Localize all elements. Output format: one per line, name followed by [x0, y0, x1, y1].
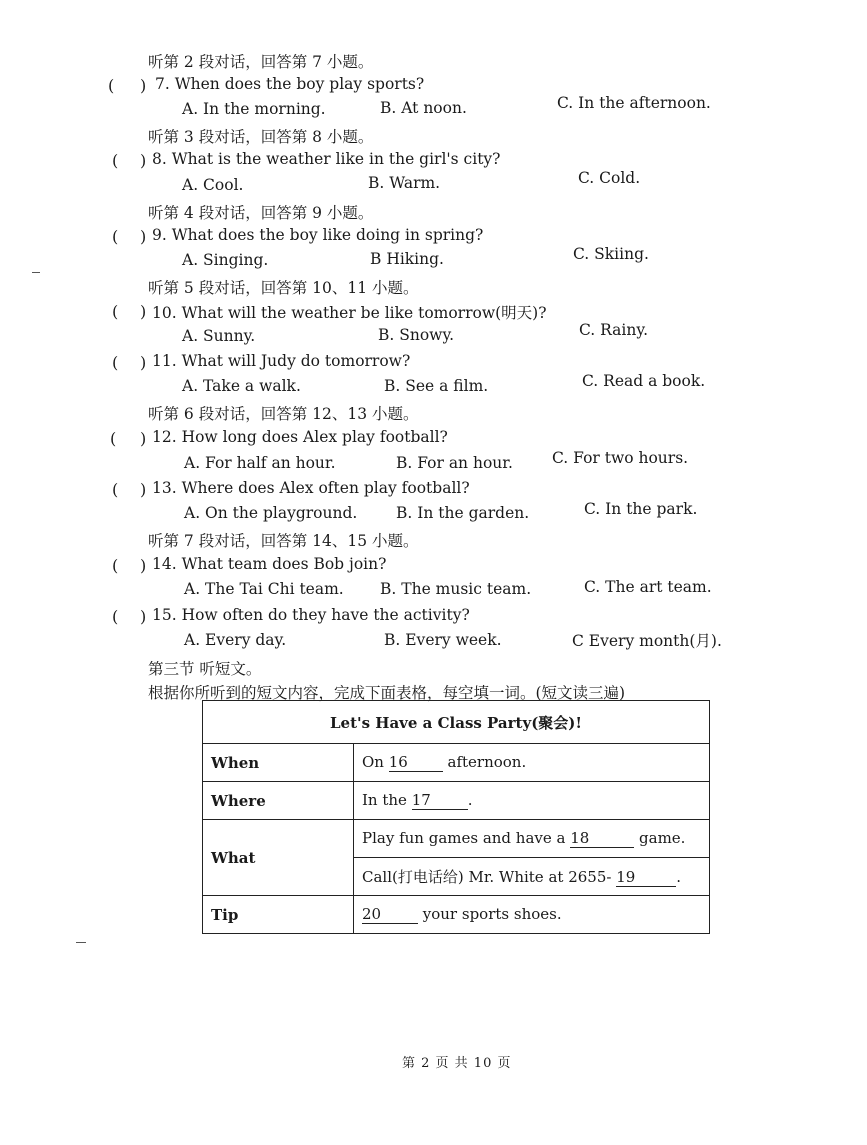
- section-4-instruction: 听第 4 段对话，回答第 9 小题。: [148, 204, 374, 222]
- row-label-tip: Tip: [203, 896, 354, 934]
- question-text: 10. What will the weather be like tomorrow(明天)?: [152, 304, 547, 322]
- option-a: A. Every day.: [184, 631, 287, 649]
- where-prefix: In the: [362, 791, 412, 809]
- row-label-what: What: [203, 820, 354, 896]
- question-text: 13. Where does Alex often play football?: [152, 479, 470, 497]
- answer-paren-open[interactable]: (: [112, 227, 119, 246]
- option-a: A. In the morning.: [182, 100, 326, 118]
- option-a: A. Sunny.: [182, 327, 256, 345]
- blank-16[interactable]: 16: [389, 753, 443, 772]
- option-a: A. Take a walk.: [182, 377, 301, 395]
- option-b: B. See a film.: [384, 377, 489, 395]
- answer-paren-close: ): [140, 151, 147, 170]
- table-title-row: [203, 701, 710, 744]
- answer-paren-open[interactable]: (: [108, 76, 115, 95]
- section-7-instruction: 听第 7 段对话，回答第 14、15 小题。: [148, 532, 419, 550]
- option-c: C. Rainy.: [579, 321, 648, 339]
- option-a: A. Singing.: [182, 251, 269, 269]
- row-content-what-2: [354, 858, 710, 896]
- what2-suffix: .: [676, 868, 681, 886]
- option-c: C. Skiing.: [573, 245, 649, 263]
- answer-paren-open[interactable]: (: [110, 429, 117, 448]
- option-b: B. Every week.: [384, 631, 502, 649]
- answer-paren-open[interactable]: (: [112, 607, 119, 626]
- when-prefix: On: [362, 753, 389, 771]
- answer-paren-open[interactable]: (: [112, 151, 119, 170]
- table-row-what-1: [203, 820, 710, 858]
- answer-paren-close: ): [140, 76, 147, 95]
- answer-paren-close: ): [140, 227, 147, 246]
- answer-paren-open[interactable]: (: [112, 556, 119, 575]
- option-a: A. The Tai Chi team.: [184, 580, 344, 598]
- row-content-when: [354, 744, 710, 782]
- row-content-where: [354, 782, 710, 820]
- question-text: 15. How often do they have the activity?: [152, 606, 470, 624]
- blank-18[interactable]: 18: [570, 829, 634, 848]
- answer-paren-close: ): [140, 353, 147, 372]
- table-row-tip: [203, 896, 710, 934]
- option-c: C Every month(月).: [572, 632, 722, 650]
- option-a: A. Cool.: [182, 176, 244, 194]
- section-3-instruction: 听第 3 段对话，回答第 8 小题。: [148, 128, 374, 146]
- question-text: 9. What does the boy like doing in spring?: [152, 226, 484, 244]
- where-suffix: .: [467, 791, 473, 809]
- option-c: C. In the afternoon.: [557, 94, 711, 112]
- table-row-when: [203, 744, 710, 782]
- row-content-what-1: [354, 820, 710, 858]
- option-c: C. For two hours.: [552, 449, 689, 467]
- option-a: A. For half an hour.: [184, 454, 336, 472]
- option-b: B. The music team.: [380, 580, 532, 598]
- section-2-instruction: 听第 2 段对话，回答第 7 小题。: [148, 53, 374, 71]
- answer-paren-close: ): [140, 556, 147, 575]
- when-suffix: afternoon.: [442, 753, 527, 771]
- section-5-instruction: 听第 5 段对话，回答第 10、11 小题。: [148, 279, 419, 297]
- page-footer: 第 2 页 共 10 页: [402, 1056, 512, 1071]
- blank-17[interactable]: 17: [412, 791, 468, 810]
- table-row-where: [203, 782, 710, 820]
- option-c: C. In the park.: [584, 500, 698, 518]
- option-b: B. Snowy.: [378, 326, 455, 344]
- option-b: B. Warm.: [368, 174, 441, 192]
- table-title: Let's Have a Class Party(聚会)!: [203, 701, 710, 744]
- answer-paren-close: ): [140, 429, 147, 448]
- scan-mark: [32, 272, 40, 273]
- blank-19[interactable]: 19: [616, 868, 676, 887]
- option-c: C. Read a book.: [582, 372, 706, 390]
- option-c: C. The art team.: [584, 578, 712, 596]
- section-6-instruction: 听第 6 段对话，回答第 12、13 小题。: [148, 405, 419, 423]
- part-3-heading: 第三节 听短文。: [148, 660, 262, 678]
- question-text: 12. How long does Alex play football?: [152, 428, 448, 446]
- answer-paren-close: ): [140, 302, 147, 321]
- option-a: A. On the playground.: [184, 504, 358, 522]
- option-b: B. In the garden.: [396, 504, 530, 522]
- answer-paren-open[interactable]: (: [112, 302, 119, 321]
- answer-paren-close: ): [140, 480, 147, 499]
- part-3-instruction: 根据你所听到的短文内容，完成下面表格，每空填一词。(短文读三遍): [148, 684, 626, 702]
- row-label-when: When: [203, 744, 354, 782]
- question-text: 8. What is the weather like in the girl's city?: [152, 150, 501, 168]
- row-label-where: Where: [203, 782, 354, 820]
- question-text: 7. When does the boy play sports?: [155, 75, 425, 93]
- question-text: 11. What will Judy do tomorrow?: [152, 352, 411, 370]
- answer-paren-close: ): [140, 607, 147, 626]
- blank-20[interactable]: 20: [362, 905, 418, 924]
- what2-prefix: Call(打电话给) Mr. White at 2655-: [362, 868, 617, 886]
- answer-paren-open[interactable]: (: [112, 353, 119, 372]
- option-b: B. At noon.: [380, 99, 467, 117]
- row-content-tip: [354, 896, 710, 934]
- what1-suffix: game.: [634, 829, 686, 847]
- scan-mark: [76, 942, 86, 943]
- answer-paren-open[interactable]: (: [112, 480, 119, 499]
- class-party-table: [202, 700, 710, 934]
- question-text: 14. What team does Bob join?: [152, 555, 387, 573]
- what1-prefix: Play fun games and have a: [362, 829, 571, 847]
- option-c: C. Cold.: [578, 169, 641, 187]
- option-b: B. For an hour.: [396, 454, 513, 472]
- option-b: B Hiking.: [370, 250, 444, 268]
- tip-suffix: your sports shoes.: [418, 905, 562, 923]
